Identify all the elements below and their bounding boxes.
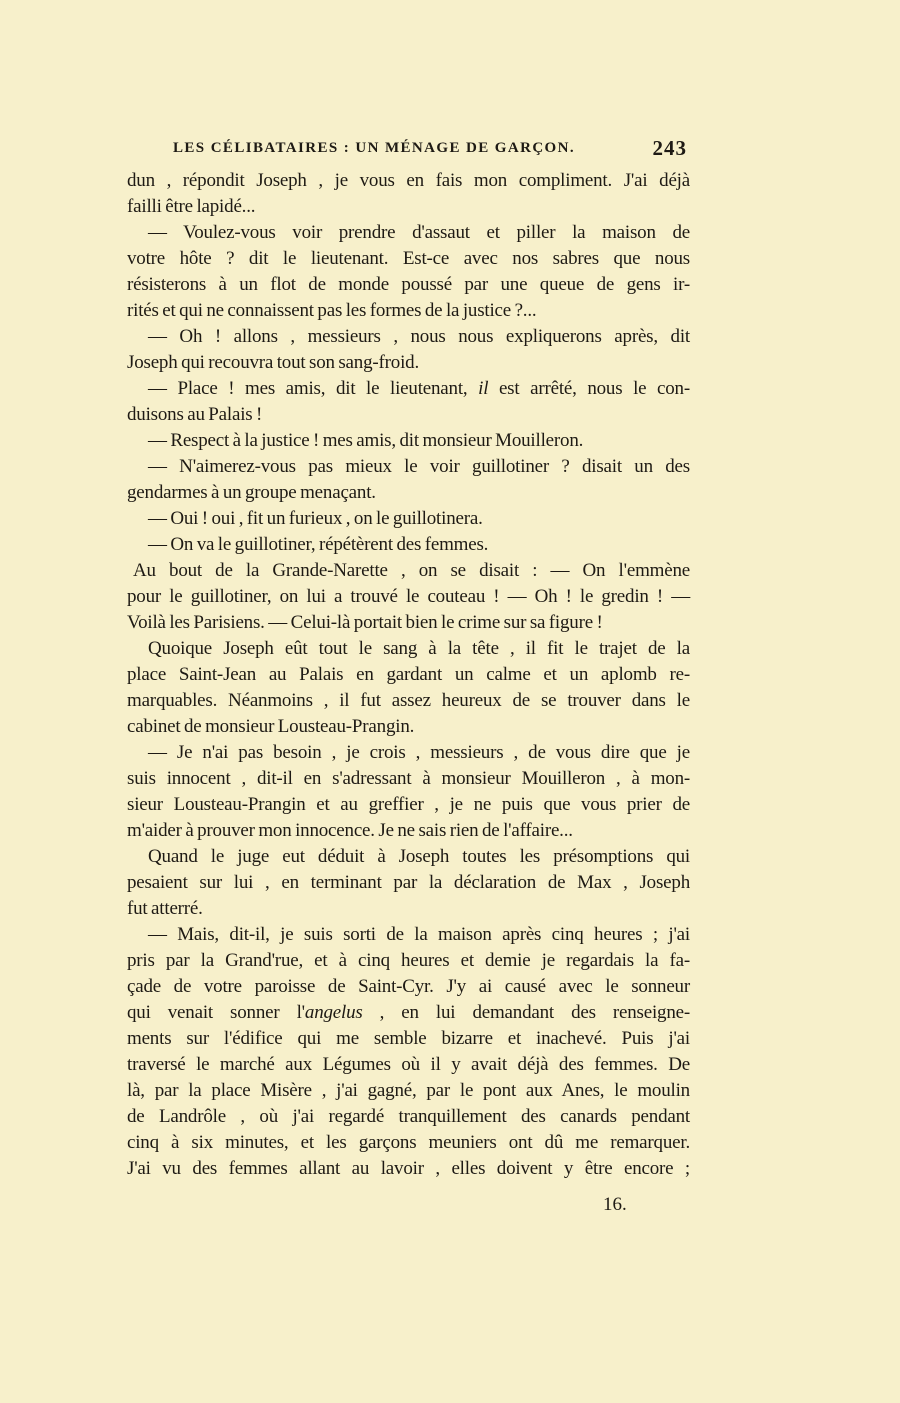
text-line: — Respect à la justice ! mes amis, dit monsieur Mouilleron. (148, 430, 584, 451)
text-line: sieur Lousteau-Prangin et au greffier , je ne puis que vous prier de (127, 794, 690, 815)
text-line: traversé le marché aux Légumes où il y avait déjà des femmes. De (127, 1054, 690, 1075)
text-line: Voilà les Parisiens. — Celui-là portait bien le crime sur sa figure ! (127, 612, 603, 633)
text-line: ments sur l'édifice qui me semble bizarre et inachevé. Puis j'ai (127, 1028, 690, 1049)
text-line: — N'aimerez-vous pas mieux le voir guillotiner ? disait un des (148, 456, 690, 477)
text-line: suis innocent , dit-il en s'adressant à monsieur Mouilleron , à mon- (127, 768, 690, 789)
page-number: 243 (652, 136, 687, 160)
text-line: — Place ! mes amis, dit le lieutenant, il est arrêté, nous le con- (148, 378, 690, 399)
paragraph (127, 168, 690, 220)
text-line: fut atterré. (127, 898, 203, 919)
text-line: — Voulez-vous voir prendre d'assaut et piller la maison de (148, 222, 690, 243)
paragraph (127, 922, 690, 1182)
text-line: pour le guillotiner, on lui a trouvé le couteau ! — Oh ! le gredin ! — (127, 586, 690, 607)
text-line: Quoique Joseph eût tout le sang à la tête , il fit le trajet de la (148, 638, 690, 659)
text-line: dun , répondit Joseph , je vous en fais mon compliment. J'ai déjà (127, 170, 690, 191)
text-line: de Landrôle , où j'ai regardé tranquillement des canards pendant (127, 1106, 690, 1127)
paragraph (127, 454, 690, 506)
text-line: duisons au Palais ! (127, 404, 263, 425)
text-line: Au bout de la Grande-Narette , on se disait : — On l'emmène (133, 560, 690, 581)
text-line: là, par la place Misère , j'ai gagné, par le pont aux Anes, le moulin (127, 1080, 690, 1101)
paragraph (127, 532, 690, 558)
running-title: LES CÉLIBATAIRES : UN MÉNAGE DE GARÇON. (173, 140, 576, 156)
text-line: — Oui ! oui , fit un furieux , on le guillotinera. (148, 508, 483, 529)
text-line: cabinet de monsieur Lousteau-Prangin. (127, 716, 415, 737)
text-line: çade de votre paroisse de Saint-Cyr. J'y ai causé avec le sonneur (127, 976, 690, 997)
text-line: failli être lapidé... (127, 196, 256, 217)
paragraph (127, 324, 690, 376)
text-line: — Mais, dit-il, je suis sorti de la maison après cinq heures ; j'ai (148, 924, 690, 945)
text-line: rités et qui ne connaissent pas les formes de la justice ?... (127, 300, 537, 321)
text-line: Quand le juge eut déduit à Joseph toutes les présomptions qui (148, 846, 690, 867)
paragraph (127, 506, 690, 532)
text-line: place Saint-Jean au Palais en gardant un calme et un aplomb re- (127, 664, 690, 685)
text-line: Joseph qui recouvra tout son sang-froid. (127, 352, 419, 373)
text-line: votre hôte ? dit le lieutenant. Est-ce avec nos sabres que nous (127, 248, 690, 269)
paragraph (127, 740, 690, 844)
text-line: gendarmes à un groupe menaçant. (127, 482, 376, 503)
paragraph (127, 376, 690, 428)
text-line: — Je n'ai pas besoin , je crois , messieurs , de vous dire que je (148, 742, 690, 763)
text-line: résisterons à un flot de monde poussé par une queue de gens ir- (127, 274, 690, 295)
text-line: pris par la Grand'rue, et à cinq heures et demie je regardais la fa- (127, 950, 690, 971)
body-text (127, 168, 690, 1182)
text-line: pesaient sur lui , en terminant par la déclaration de Max , Joseph (127, 872, 690, 893)
text-line: m'aider à prouver mon innocence. Je ne sais rien de l'affaire... (127, 820, 573, 841)
text-line: qui venait sonner l'angelus , en lui demandant des renseigne- (127, 1002, 690, 1023)
signature-mark: 16. (603, 1194, 627, 1215)
paragraph (127, 428, 690, 454)
text-line: cinq à six minutes, et les garçons meuniers ont dû me remarquer. (127, 1132, 690, 1153)
text-line: marquables. Néanmoins , il fut assez heureux de se trouver dans le (127, 690, 690, 711)
paragraph (127, 558, 690, 636)
paragraph (127, 844, 690, 922)
text-line: — Oh ! allons , messieurs , nous nous expliquerons après, dit (148, 326, 690, 347)
paragraph (127, 220, 690, 324)
text-line: — On va le guillotiner, répétèrent des femmes. (148, 534, 489, 555)
running-header (127, 138, 687, 162)
paragraph (127, 636, 690, 740)
text-line: J'ai vu des femmes allant au lavoir , elles doivent y être encore ; (127, 1158, 690, 1179)
